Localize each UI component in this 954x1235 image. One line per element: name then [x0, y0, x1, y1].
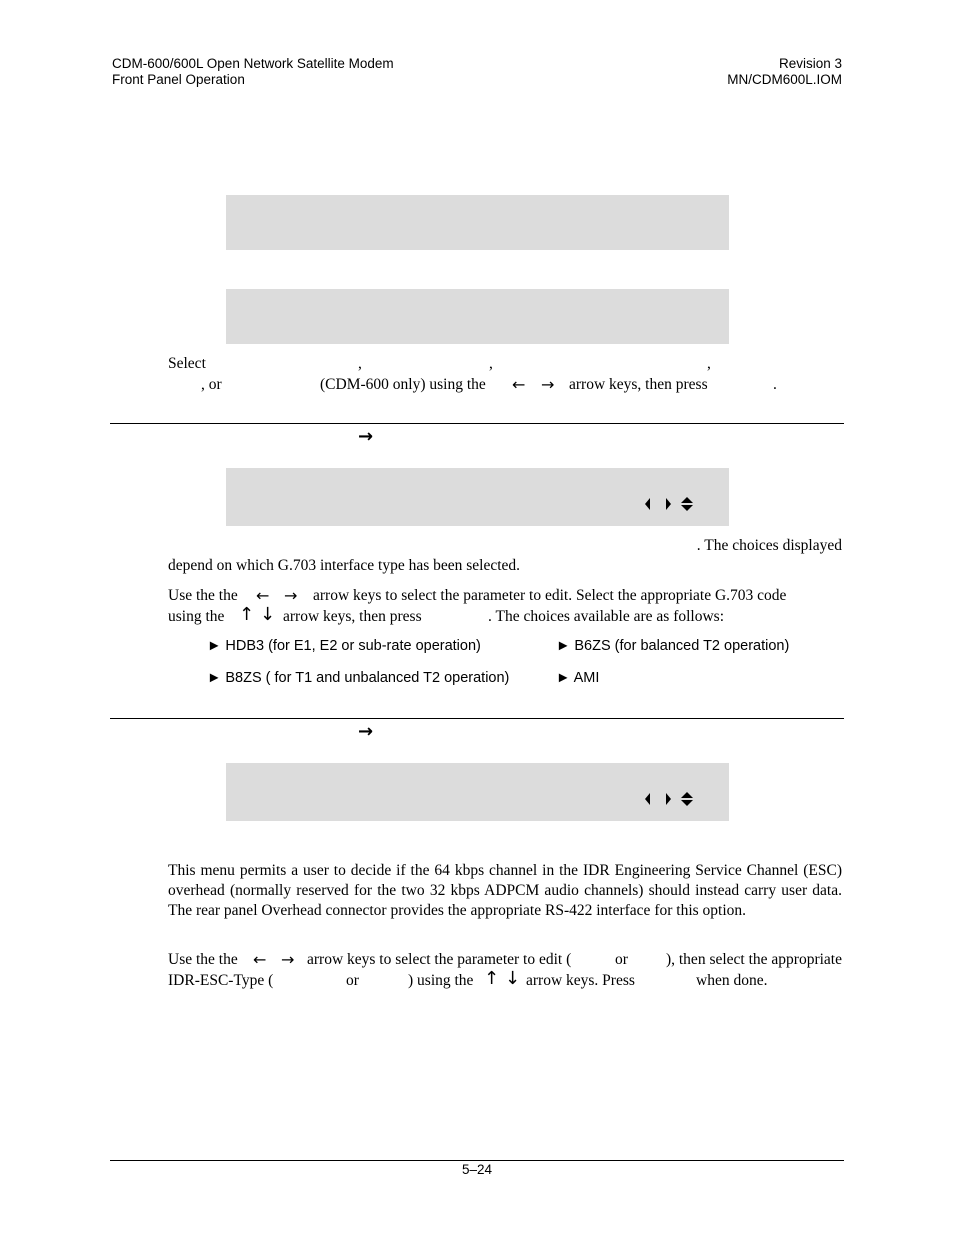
header-revision: Revision 3 [778, 56, 842, 71]
header-title-line1: CDM-600/600L Open Network Satellite Modem [112, 56, 394, 71]
header-title-line2: Front Panel Operation [112, 72, 245, 87]
menu-path-arrow-icon: → [358, 721, 374, 742]
choice-b8zs: ► B8ZS ( for T1 and unbalanced T2 operation) [207, 670, 510, 686]
header-doc-number: MN/CDM600L.IOM [727, 72, 842, 87]
section2-para2-start: Use the the [168, 587, 238, 604]
section2-para1-tail: . The choices displayed [696, 537, 842, 554]
choice-ami: ► AMI [556, 670, 600, 686]
arrow-right-icon: → [281, 950, 295, 969]
section3-using-the: ) using the [408, 972, 474, 989]
arrow-right-icon: → [284, 586, 298, 605]
section3-keys-press: arrow keys. Press [526, 972, 635, 989]
period: . [773, 376, 777, 393]
cdm600-note: (CDM-600 only) using the [320, 376, 486, 393]
section2-para2-line1: arrow keys to select the parameter to edit. Select the appropriate G.703 code [313, 587, 787, 604]
lcd-display-2 [226, 289, 729, 344]
section-divider-1 [110, 423, 844, 424]
arrow-left-icon: ← [253, 950, 267, 969]
section3-or-1: or [615, 951, 628, 968]
comma-2: , [489, 355, 493, 372]
section2-using-the: using the [168, 608, 225, 625]
section3-para2-line1: arrow keys to select the parameter to edit ( [307, 951, 572, 968]
select-word: Select [168, 355, 206, 372]
section3-or-2: or [346, 972, 359, 989]
section3-esc-type: IDR-ESC-Type ( [168, 972, 274, 989]
lcd-display-1 [226, 195, 729, 250]
section3-para2-start: Use the the [168, 951, 238, 968]
page-number: 5–24 [461, 1162, 493, 1177]
arrow-up-icon: ↑ [239, 604, 255, 625]
arrow-down-icon: ↓ [505, 968, 521, 989]
section2-choices-intro: . The choices available are as follows: [488, 608, 724, 625]
comma-1: , [358, 355, 362, 372]
lcd-nav-arrows-icon [644, 496, 696, 512]
lcd-nav-arrows-icon [644, 791, 696, 807]
choice-b6zs: ► B6ZS (for balanced T2 operation) [556, 638, 790, 654]
section3-paragraph: This menu permits a user to decide if the 64 kbps channel in the IDR Engineering Service Channel (ESC) overhead (normally reserved for the two 32 kbps ADPCM audio channels) should instead carry user data. The rear panel Overhead connector provides the appropriate RS-422 interface for this option. [168, 862, 842, 919]
arrow-left-icon: ← [256, 586, 270, 605]
section2-then-press: arrow keys, then press [283, 608, 422, 625]
or-text: , or [201, 376, 222, 393]
choice-hdb3: ► HDB3 (for E1, E2 or sub-rate operation) [207, 638, 481, 654]
section3-para2-line1-end: ), then select the appropriate [665, 951, 842, 968]
section3-when-done: when done. [696, 972, 768, 989]
arrow-down-icon: ↓ [260, 604, 276, 625]
section1-tail: arrow keys, then press [569, 376, 708, 393]
arrow-right-icon: → [541, 375, 555, 394]
comma-3: , [707, 355, 711, 372]
arrow-left-icon: ← [512, 375, 526, 394]
section-divider-2 [110, 718, 844, 719]
footer-rule [110, 1160, 844, 1161]
menu-path-arrow-icon: → [358, 426, 374, 447]
arrow-up-icon: ↑ [484, 968, 500, 989]
section2-para1-line2: depend on which G.703 interface type has been selected. [168, 557, 521, 574]
